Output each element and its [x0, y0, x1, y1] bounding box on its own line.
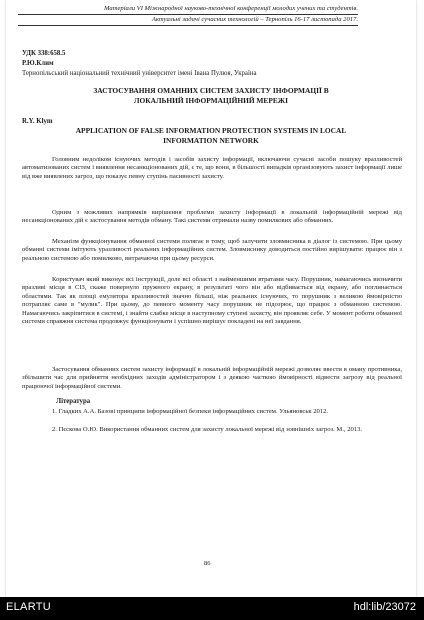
references-title: Література	[56, 398, 91, 405]
paragraph-2: Одним з можливих напрямків вирішення проблеми захисту інформації в локальній інформаційній мережі від несанкціонованих дій є застосування методів обману. Такі системи отримали назву помилкових або обманних.	[22, 209, 402, 225]
title-en-line-1: APPLICATION OF FALSE INFORMATION PROTECTION SYSTEMS IN LOCAL	[75, 126, 347, 135]
reference-2: 2. Пєскова О.Ю. Використання обманних систем для захисту локальної мережі від зовнішніх загроз. М., 2013.	[52, 426, 363, 433]
page-number: 86	[204, 560, 211, 567]
repository-footer	[0, 597, 424, 620]
header-line-2: Актуальні задачі сучасних технологій – Тернопіль 16-17 листопада 2017.	[151, 16, 358, 23]
conference-header	[18, 4, 358, 26]
title-en-line-2: INFORMATION NETWORK	[163, 136, 259, 145]
handle-identifier[interactable]: hdl:lib/23072	[353, 601, 416, 613]
repository-name[interactable]: ELARTU	[6, 601, 51, 613]
author-ua: Р.Ю.Клим	[22, 60, 54, 67]
paragraph-4: Користувач який виконує всі інструкції, доле всі області з найменшими втратами часу. Порушник, намагаючись визначити вразливі місця в СІЗ, скаже повернуло пружного екрану, в результаті чого він або відбивається від екрану, або поглинається областями. Так як площі емулятора вразливостей значно більші, ніж реальних існуючих, то порушник з великою ймовірністю потрапляє саме в "мулик". При цьому, до певного моменту часу порушник не підозрює, що працює з обманною системою. Намагаючись закріпитися в системі, і знайти слабке місце в наступному ступені захисту, він проявляє себе. У момент роботи обманної системи справжня система продовжує функціонувати і успішно вирішує покладені на неї завдання.	[22, 276, 402, 326]
header-line-1: Матеріали VI Міжнародної науково-технічної конференції молодих учених та студентів.	[104, 5, 358, 12]
paragraph-3: Механізм функціонування обманної системи полягає в тому, щоб залучити зловмисника в діалог із системою. При цьому обманні системи імітують уразливості реальних інформаційних систем. Зловмиснику доводиться постійно вирішувати: працює він з реальною системою або помилково, витрачаючи при цьому ресурси.	[22, 238, 402, 262]
udk-code: УДК 338:658.5	[22, 50, 66, 57]
title-ua-line-1: ЗАСТОСУВАННЯ ОМАННИХ СИСТЕМ ЗАХИСТУ ІНФОРМАЦІЇ В	[93, 86, 329, 95]
author-en: R.Y. Klym	[22, 118, 53, 125]
reference-1: 1. Гладких А.А. Базові принципи інформаційної безпеки інформаційних систем. Ульяновськ 2012.	[52, 408, 329, 415]
paragraph-5: Застосування обманних систем захисту інформації в локальній інформаційній мережі дозволяє ввести в оману противника, збільшити час для прийняття необхідних заходів адміністратором і з деякою часткою ймовірності відвести загрозу від реальної працюючої інформаційної системи.	[22, 366, 402, 390]
affiliation: Тернопільський національний технічний університет імені Івана Пулюя, Україна	[22, 70, 257, 77]
paragraph-1: Головним недоліком існуючих методів і засобів захисту інформації, включаючи сучасні засоби пошуку вразливостей автоматизованих систем і виявлення несанкціонованих дій, є те, що вони, в більшості випадків організовують захист інформації лише від вже виявлених загроз, що показує певну ступінь пасивності захисту.	[22, 156, 402, 180]
document-page	[6, 0, 416, 597]
header-rule-2	[18, 25, 358, 26]
title-ua-line-2: ЛОКАЛЬНИЙ ІНФОРМАЦІЙНИЙ МЕРЕЖІ	[134, 96, 288, 105]
